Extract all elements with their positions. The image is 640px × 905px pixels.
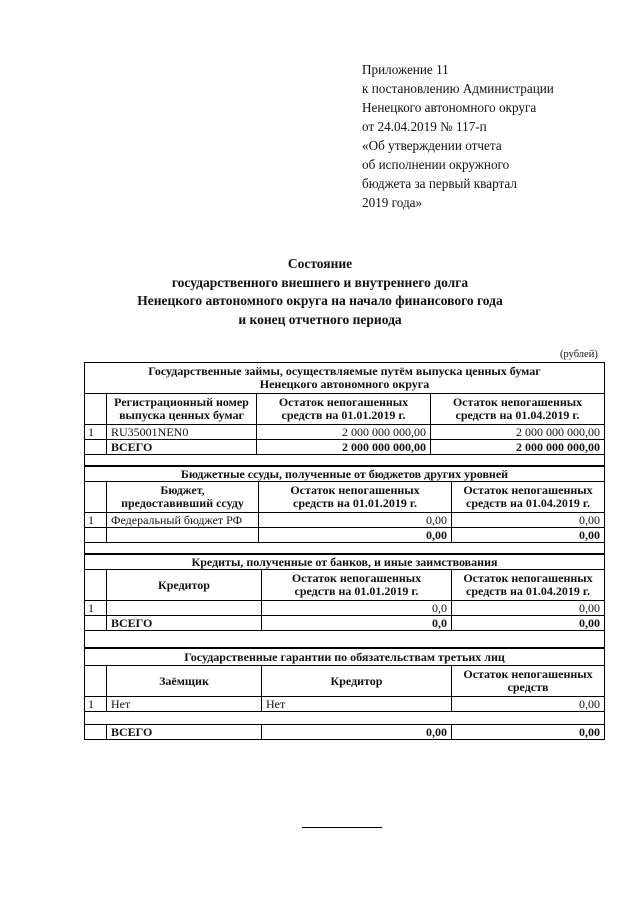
total-row bbox=[85, 725, 605, 740]
column-header-borrower: Заёмщик bbox=[107, 666, 262, 697]
column-header-budget bbox=[107, 482, 259, 513]
header-line: Остаток непогашенных bbox=[278, 395, 409, 409]
blank-cell bbox=[85, 570, 107, 601]
table-row bbox=[85, 513, 605, 528]
budget-loans-section bbox=[84, 466, 605, 554]
debt-report-table bbox=[84, 362, 604, 740]
appendix-line: бюджета за первый квартал bbox=[362, 176, 517, 191]
spacer-row bbox=[85, 543, 605, 554]
bank-credits-section bbox=[84, 554, 605, 648]
total-end-balance: 0,00 bbox=[452, 725, 605, 740]
row-index: 1 bbox=[85, 601, 107, 616]
footer-divider bbox=[302, 827, 382, 828]
row-name bbox=[107, 601, 262, 616]
header-line: средств на 01.04.2019 г. bbox=[455, 408, 580, 422]
securities-section bbox=[84, 362, 605, 466]
header-line: предоставивший ссуду bbox=[121, 496, 244, 510]
header-line: Регистрационный номер bbox=[114, 395, 249, 409]
table-row bbox=[85, 697, 605, 712]
row-end-balance: 2 000 000 000,00 bbox=[431, 425, 605, 440]
appendix-line: от 24.04.2019 № 117-п bbox=[362, 119, 487, 134]
total-end-balance: 0,00 bbox=[452, 616, 605, 631]
row-start-balance: 2 000 000 000,00 bbox=[257, 425, 431, 440]
header-line: Бюджет, bbox=[160, 483, 205, 497]
document-title bbox=[0, 255, 640, 329]
column-header-end-balance bbox=[431, 394, 605, 425]
blank-cell bbox=[107, 528, 259, 543]
total-end-balance: 2 000 000 000,00 bbox=[431, 440, 605, 455]
column-header-end-balance bbox=[452, 482, 605, 513]
spacer-row bbox=[85, 712, 605, 725]
securities-heading-line2: Ненецкого автономного округа bbox=[259, 377, 430, 391]
appendix-line: «Об утверждении отчета bbox=[362, 138, 502, 153]
row-index: 1 bbox=[85, 697, 107, 712]
header-line: Остаток непогашенных bbox=[463, 571, 593, 585]
column-header-balance bbox=[452, 666, 605, 697]
units-label: (рублей) bbox=[560, 349, 598, 360]
header-line: Остаток непогашенных bbox=[463, 483, 593, 497]
spacer-row bbox=[85, 455, 605, 466]
total-label: ВСЕГО bbox=[107, 725, 262, 740]
budget-loans-heading: Бюджетные ссуды, полученные от бюджетов других уровней bbox=[85, 467, 605, 482]
table-row bbox=[85, 425, 605, 440]
column-header-start-balance bbox=[259, 482, 452, 513]
total-row bbox=[85, 440, 605, 455]
header-line: средств bbox=[507, 680, 549, 694]
column-header-start-balance bbox=[257, 394, 431, 425]
header-line: средств на 01.04.2019 г. bbox=[466, 584, 590, 598]
securities-heading bbox=[85, 363, 605, 394]
appendix-block bbox=[362, 60, 554, 212]
header-line: Остаток непогашенных bbox=[452, 395, 583, 409]
appendix-line: об исполнении окружного bbox=[362, 157, 510, 172]
header-line: выпуска ценных бумаг bbox=[119, 408, 244, 422]
total-start-balance: 0,0 bbox=[262, 616, 452, 631]
column-header-registration-number bbox=[107, 394, 257, 425]
table-row bbox=[85, 601, 605, 616]
row-index: 1 bbox=[85, 425, 107, 440]
column-header-creditor: Кредитор bbox=[107, 570, 262, 601]
total-label: ВСЕГО bbox=[107, 616, 262, 631]
row-start-balance: 0,00 bbox=[259, 513, 452, 528]
row-index: 1 bbox=[85, 513, 107, 528]
total-mid-balance: 0,00 bbox=[262, 725, 452, 740]
total-label: ВСЕГО bbox=[107, 440, 257, 455]
total-row bbox=[85, 616, 605, 631]
row-end-balance: 0,00 bbox=[452, 513, 605, 528]
row-start-balance: 0,0 bbox=[262, 601, 452, 616]
column-header-start-balance bbox=[262, 570, 452, 601]
row-balance: 0,00 bbox=[452, 697, 605, 712]
guarantees-heading: Государственные гарантии по обязательствам третьих лиц bbox=[85, 649, 605, 666]
title-line: Состояние bbox=[287, 256, 353, 271]
blank-cell bbox=[85, 528, 107, 543]
header-line: Остаток непогашенных bbox=[463, 667, 593, 681]
column-header-creditor: Кредитор bbox=[262, 666, 452, 697]
guarantees-section bbox=[84, 648, 605, 740]
appendix-line: Ненецкого автономного округа bbox=[362, 100, 537, 115]
blank-cell bbox=[85, 394, 107, 425]
total-row bbox=[85, 528, 605, 543]
blank-cell bbox=[85, 440, 107, 455]
header-line: Остаток непогашенных bbox=[290, 483, 420, 497]
row-end-balance: 0,00 bbox=[452, 601, 605, 616]
title-line: государственного внешнего и внутреннего долга bbox=[171, 274, 469, 290]
column-header-end-balance bbox=[452, 570, 605, 601]
bank-credits-heading: Кредиты, полученные от банков, и иные заимствования bbox=[85, 555, 605, 570]
header-line: Остаток непогашенных bbox=[291, 571, 422, 585]
appendix-line: 2019 года» bbox=[362, 195, 423, 210]
total-start-balance: 2 000 000 000,00 bbox=[257, 440, 431, 455]
blank-cell bbox=[85, 482, 107, 513]
row-name: Федеральный бюджет РФ bbox=[107, 513, 259, 528]
appendix-line: к постановлению Администрации bbox=[362, 81, 554, 96]
total-end-balance: 0,00 bbox=[452, 528, 605, 543]
blank-cell bbox=[85, 616, 107, 631]
header-line: средств на 01.01.2019 г. bbox=[281, 408, 406, 422]
appendix-line: Приложение 11 bbox=[362, 62, 449, 77]
row-borrower: Нет bbox=[107, 697, 262, 712]
row-name: RU35001NEN0 bbox=[107, 425, 257, 440]
header-line: средств на 01.04.2019 г. bbox=[466, 496, 590, 510]
title-line: и конец отчетного периода bbox=[238, 311, 402, 327]
header-line: средств на 01.01.2019 г. bbox=[293, 496, 417, 510]
header-line: средств на 01.01.2019 г. bbox=[294, 584, 419, 598]
row-creditor: Нет bbox=[262, 697, 452, 712]
blank-cell bbox=[85, 725, 107, 740]
title-line: Ненецкого автономного округа на начало финансового года bbox=[137, 293, 503, 308]
total-start-balance: 0,00 bbox=[259, 528, 452, 543]
securities-heading-line1: Государственные займы, осуществляемые путём выпуска ценных бумаг bbox=[148, 364, 541, 378]
blank-cell bbox=[85, 666, 107, 697]
spacer-row bbox=[85, 631, 605, 648]
